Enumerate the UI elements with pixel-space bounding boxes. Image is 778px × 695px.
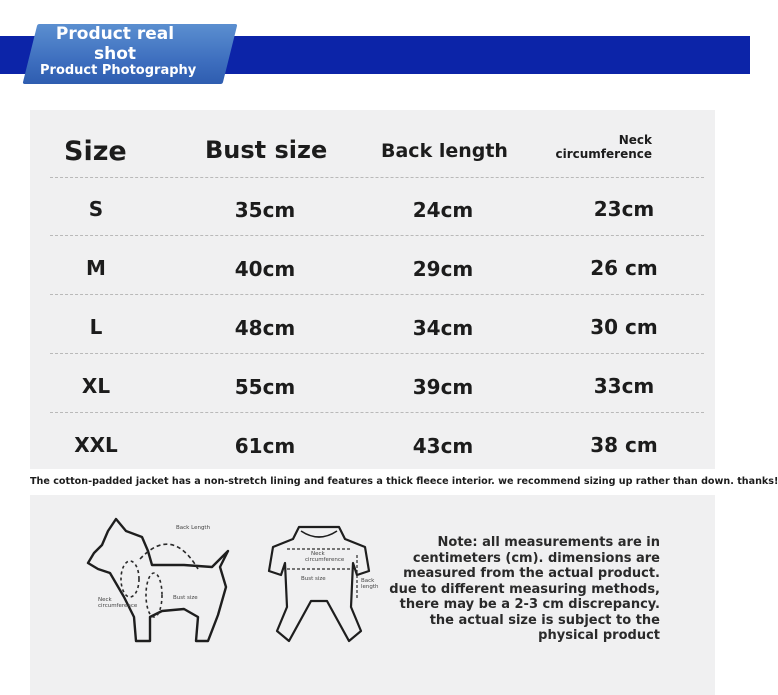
header-back-length: Back length	[381, 140, 508, 162]
note-line: there may be a 2-3 cm discrepancy.	[399, 597, 660, 612]
garment-label-bust-size: Bust size	[301, 576, 326, 582]
cell-back: 29cm	[412, 257, 474, 281]
note-line: physical product	[538, 628, 660, 643]
note-line: Note: all measurements are in	[437, 535, 660, 550]
cell-back: 24cm	[412, 198, 474, 222]
row-divider	[50, 177, 704, 178]
cell-bust: 61cm	[234, 434, 296, 458]
garment-label-neck: Neck	[311, 551, 325, 557]
row-divider	[50, 294, 704, 295]
cell-size: M	[86, 256, 106, 280]
label-bust-size: Bust size	[173, 595, 198, 601]
cell-bust: 55cm	[234, 375, 296, 399]
cell-size: L	[89, 315, 103, 339]
note-line: the actual size is subject to the	[429, 612, 660, 628]
dog-outline	[88, 519, 228, 641]
note-line: measured from the actual product.	[403, 566, 660, 581]
cell-bust: 35cm	[234, 198, 296, 222]
cell-neck: 23cm	[593, 197, 655, 221]
label-circumference: circumference	[98, 603, 138, 609]
banner-title: Product real shot	[55, 24, 175, 64]
note-line: centimeters (cm). dimensions are	[412, 550, 660, 566]
header-neck-line2: circumference	[555, 147, 652, 161]
cell-neck: 33cm	[593, 374, 655, 398]
size-table	[30, 110, 715, 469]
cell-back: 39cm	[412, 375, 474, 399]
cell-bust: 40cm	[234, 257, 296, 281]
cell-neck: 38 cm	[590, 433, 658, 457]
cell-size: XXL	[74, 433, 118, 457]
garment-diagram	[265, 521, 379, 646]
cell-neck: 26 cm	[590, 256, 658, 280]
measurement-diagram-panel	[30, 495, 715, 695]
neck-guide	[121, 561, 139, 597]
note-line: due to different measuring methods,	[389, 581, 660, 597]
bust-guide	[146, 573, 162, 617]
garment-label-length: length	[361, 584, 379, 590]
row-divider	[50, 412, 704, 413]
header-bust-size: Bust size	[205, 136, 328, 164]
cell-size: XL	[81, 374, 111, 398]
garment-outline	[269, 527, 369, 641]
header-neck-circumference	[548, 133, 652, 161]
sizing-note: The cotton-padded jacket has a non-stretch lining and features a thick fleece interior. we recommend sizing up rather than down. thanks!	[30, 476, 778, 487]
label-back-length: Back Length	[176, 525, 211, 531]
header-neck-line1: Neck	[618, 133, 652, 147]
cell-size: S	[88, 197, 104, 221]
cell-neck: 30 cm	[590, 315, 658, 339]
cell-back: 43cm	[412, 434, 474, 458]
garment-label-circumference: circumference	[305, 557, 345, 563]
row-divider	[50, 235, 704, 236]
garment-label-back: Back	[361, 578, 375, 584]
label-neck: Neck	[98, 597, 112, 603]
header-size: Size	[64, 136, 127, 167]
garment-collar	[301, 531, 337, 537]
banner-subtitle: Product Photography	[40, 63, 197, 78]
row-divider	[50, 353, 704, 354]
measurement-note	[360, 535, 660, 644]
dog-silhouette-diagram	[80, 517, 255, 647]
cell-back: 34cm	[412, 316, 474, 340]
cell-bust: 48cm	[234, 316, 296, 340]
